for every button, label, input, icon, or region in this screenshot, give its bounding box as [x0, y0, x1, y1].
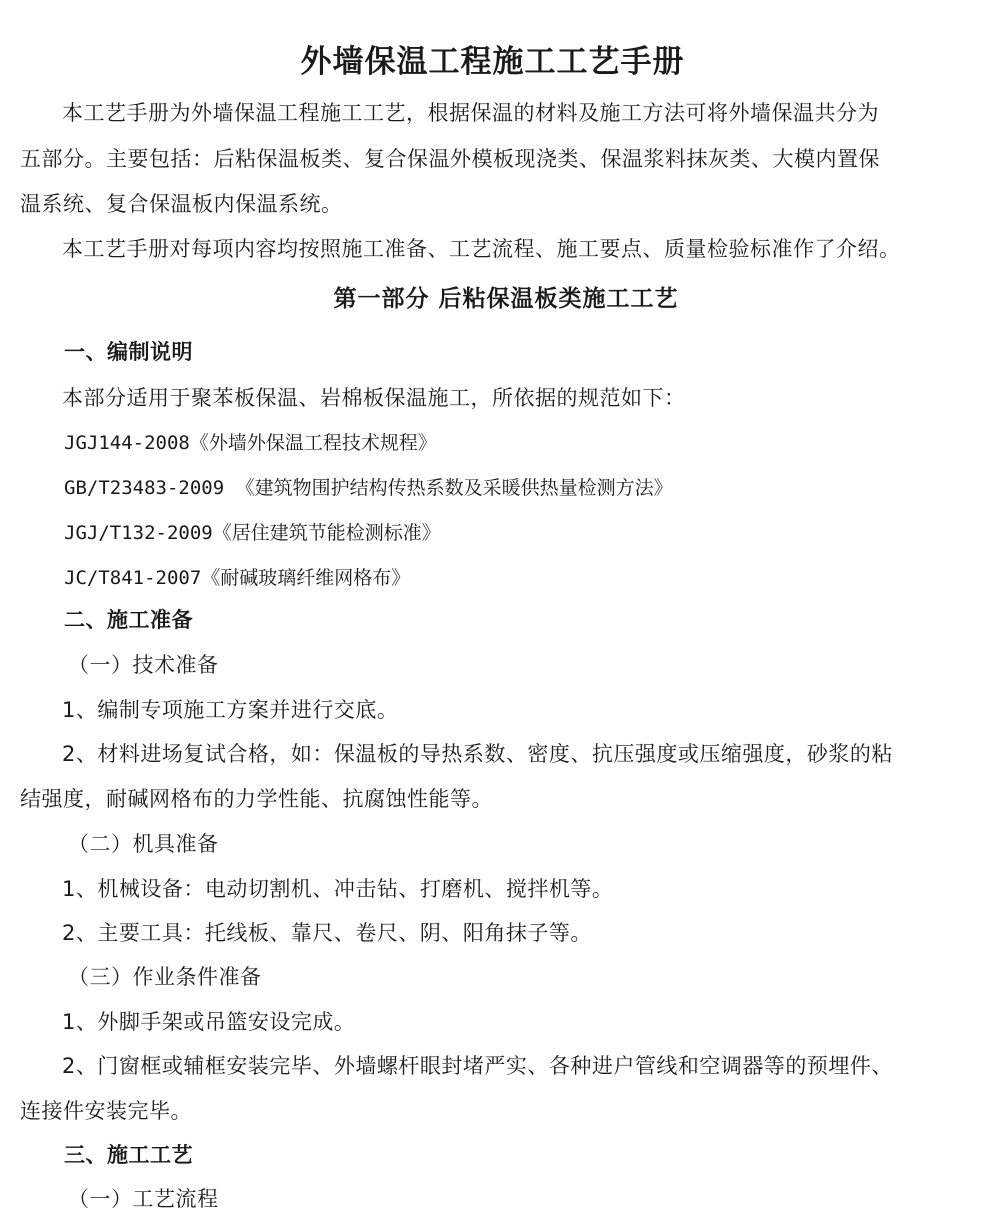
reference-item: JGJ/T132-2009《居住建筑节能检测标准》 — [64, 522, 441, 544]
subsection-heading: （二）机具准备 — [68, 832, 219, 856]
list-item: 2、材料进场复试合格，如：保温板的导热系数、密度、抗压强度或压缩强度，砂浆的粘 — [62, 742, 893, 766]
section-1-text: 本部分适用于聚苯板保温、岩棉板保温施工，所依据的规范如下： — [62, 386, 686, 410]
section-heading-1: 一、编制说明 — [64, 340, 193, 364]
section-heading-2: 二、施工准备 — [64, 608, 193, 632]
list-item: 2、门窗框或辅框安装完毕、外墙螺杆眼封堵严实、各种进户管线和空调器等的预埋件、 — [62, 1054, 893, 1078]
document-title: 外墙保温工程施工工艺手册 — [300, 44, 685, 80]
section-heading-3: 三、施工工艺 — [64, 1143, 193, 1167]
list-item: 1、外脚手架或吊篮安设完成。 — [62, 1010, 356, 1034]
subsection-heading: （一）技术准备 — [68, 653, 219, 677]
list-item-continuation: 连接件安装完毕。 — [20, 1099, 192, 1123]
subsection-heading: （三）作业条件准备 — [68, 965, 262, 989]
reference-item: JC/T841-2007《耐碱玻璃纤维网格布》 — [64, 567, 411, 589]
intro-line-1: 本工艺手册为外墙保温工程施工工艺，根据保温的材料及施工方法可将外墙保温共分为 — [62, 101, 879, 125]
list-item: 2、主要工具：托线板、靠尺、卷尺、阴、阳角抹子等。 — [62, 921, 592, 945]
intro-line-4: 本工艺手册对每项内容均按照施工准备、工艺流程、施工要点、质量检验标准作了介绍。 — [62, 237, 901, 261]
subsection-heading: （一）工艺流程 — [68, 1187, 219, 1211]
list-item: 1、编制专项施工方案并进行交底。 — [62, 698, 399, 722]
part-title: 第一部分 后粘保温板类施工工艺 — [333, 286, 679, 312]
list-item: 1、机械设备：电动切割机、冲击钻、打磨机、搅拌机等。 — [62, 877, 614, 901]
reference-item: GB/T23483-2009 《建筑物围护结构传热系数及采暖供热量检测方法》 — [64, 477, 673, 499]
list-item-continuation: 结强度，耐碱网格布的力学性能、抗腐蚀性能等。 — [20, 787, 493, 811]
intro-line-3: 温系统、复合保温板内保温系统。 — [20, 192, 343, 216]
reference-item: JGJ144-2008《外墙外保温工程技术规程》 — [64, 432, 437, 454]
intro-line-2: 五部分。主要包括：后粘保温板类、复合保温外模板现浇类、保温浆料抹灰类、大模内置保 — [20, 147, 880, 171]
